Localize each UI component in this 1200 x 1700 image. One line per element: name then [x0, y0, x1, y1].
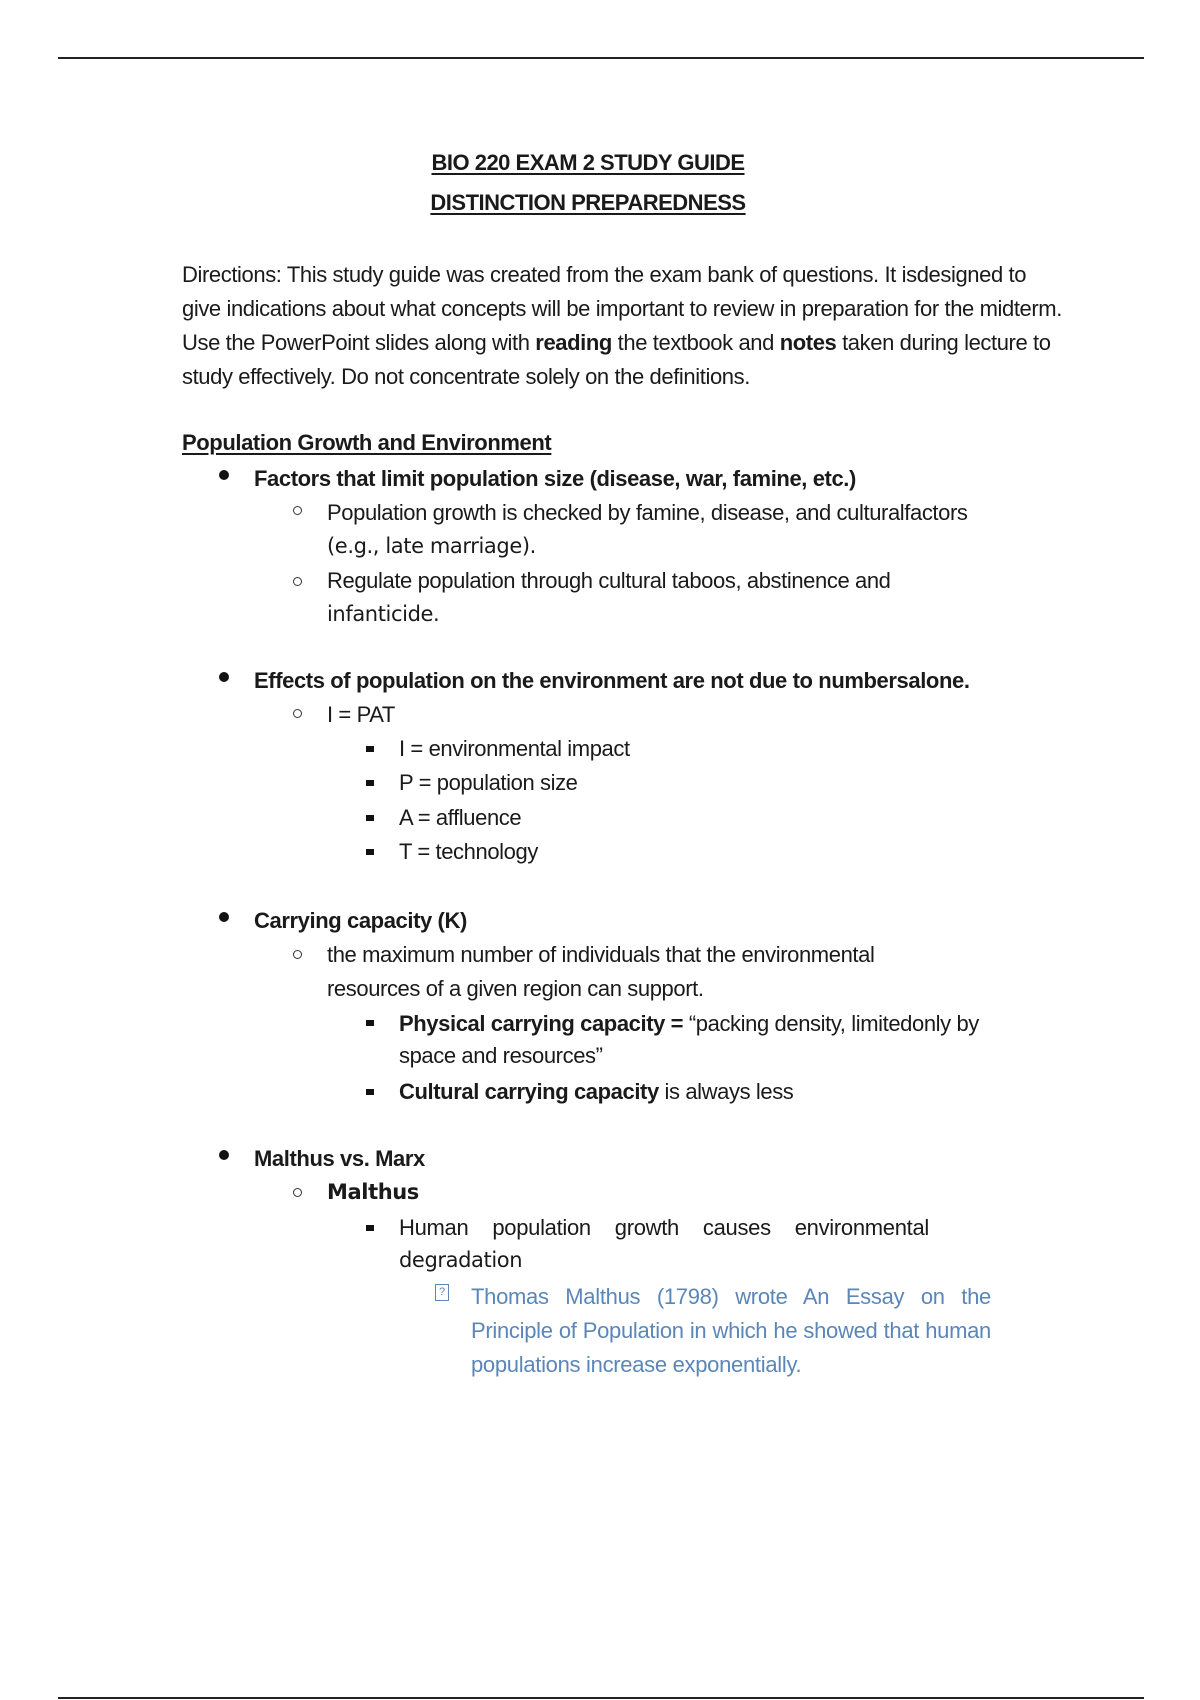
bullet-malthus-vs-marx: Malthus vs. Marx: [254, 1146, 425, 1171]
bullet-square-icon: [366, 815, 374, 821]
factors-sub2-line2: infanticide.: [327, 602, 440, 626]
bullet-circle-icon: [293, 1188, 302, 1197]
bullet-circle-icon: [293, 506, 302, 515]
bullet-carrying-capacity: Carrying capacity (K): [254, 908, 467, 933]
term-item: A = affluence: [399, 805, 522, 830]
term-item: P = population size: [399, 770, 578, 795]
bullet-square-icon: [366, 780, 374, 786]
factors-sub1-line2: (e.g., late marriage).: [327, 534, 536, 558]
bullet-circle-icon: [293, 950, 302, 959]
bullet-square-icon: [366, 1089, 374, 1095]
carrying-definition-line1: the maximum number of individuals that the environmental: [327, 942, 875, 967]
formula-ipat: I = PAT: [327, 702, 395, 727]
carrying-definition-line2: resources of a given region can support.: [327, 976, 704, 1001]
physical-carrying-capacity: Physical carrying capacity = “packing density, limitedonly by: [399, 1011, 979, 1036]
missing-glyph-icon: ?: [435, 1284, 449, 1301]
document-title: BIO 220 EXAM 2 STUDY GUIDE: [431, 150, 745, 175]
malthus-note: Thomas Malthus (1798) wrote An Essay on the Principle of Population in which he showed that human populations increase exponentially.: [471, 1284, 991, 1377]
document-subtitle: DISTINCTION PREPAREDNESS: [430, 190, 746, 215]
bullet-dot-icon: [219, 470, 229, 480]
bottom-rule: [58, 1697, 1144, 1699]
bullet-square-icon: [366, 849, 374, 855]
bullet-dot-icon: [219, 912, 229, 922]
bullet-circle-icon: [293, 709, 302, 718]
malthus-heading: Malthus: [327, 1180, 419, 1204]
malthus-growth-line2: degradation: [399, 1248, 523, 1272]
bullet-square-icon: [366, 746, 374, 752]
physical-carrying-capacity-line2: space and resources”: [399, 1043, 603, 1068]
bullet-square-icon: [366, 1020, 374, 1026]
bullet-effects: Effects of population on the environment are not due to numbersalone.: [254, 668, 970, 693]
bullet-dot-icon: [219, 1150, 229, 1160]
malthus-growth-line1: Human population growth causes environmental: [399, 1215, 929, 1240]
term-item: I = environmental impact: [399, 736, 630, 761]
top-rule: [58, 57, 1144, 59]
bullet-square-icon: [366, 1225, 374, 1231]
directions-paragraph: Directions: This study guide was created from the exam bank of questions. It isdesigned to give indications about what concepts will be important to review in preparation for the midterm. Use the PowerPoint slides along with reading the textbook and notes taken during lecture to study effectively. Do not concentrate solely on the definitions.: [182, 262, 1062, 389]
factors-sub1-line1: Population growth is checked by famine, disease, and culturalfactors: [327, 500, 968, 525]
factors-sub2-line1: Regulate population through cultural taboos, abstinence and: [327, 568, 891, 593]
term-item: T = technology: [399, 839, 538, 864]
bullet-dot-icon: [219, 672, 229, 682]
cultural-carrying-capacity: Cultural carrying capacity is always less: [399, 1079, 794, 1104]
section-heading: Population Growth and Environment: [182, 430, 552, 455]
bullet-factors: Factors that limit population size (disease, war, famine, etc.): [254, 466, 856, 491]
bullet-circle-icon: [293, 577, 302, 586]
